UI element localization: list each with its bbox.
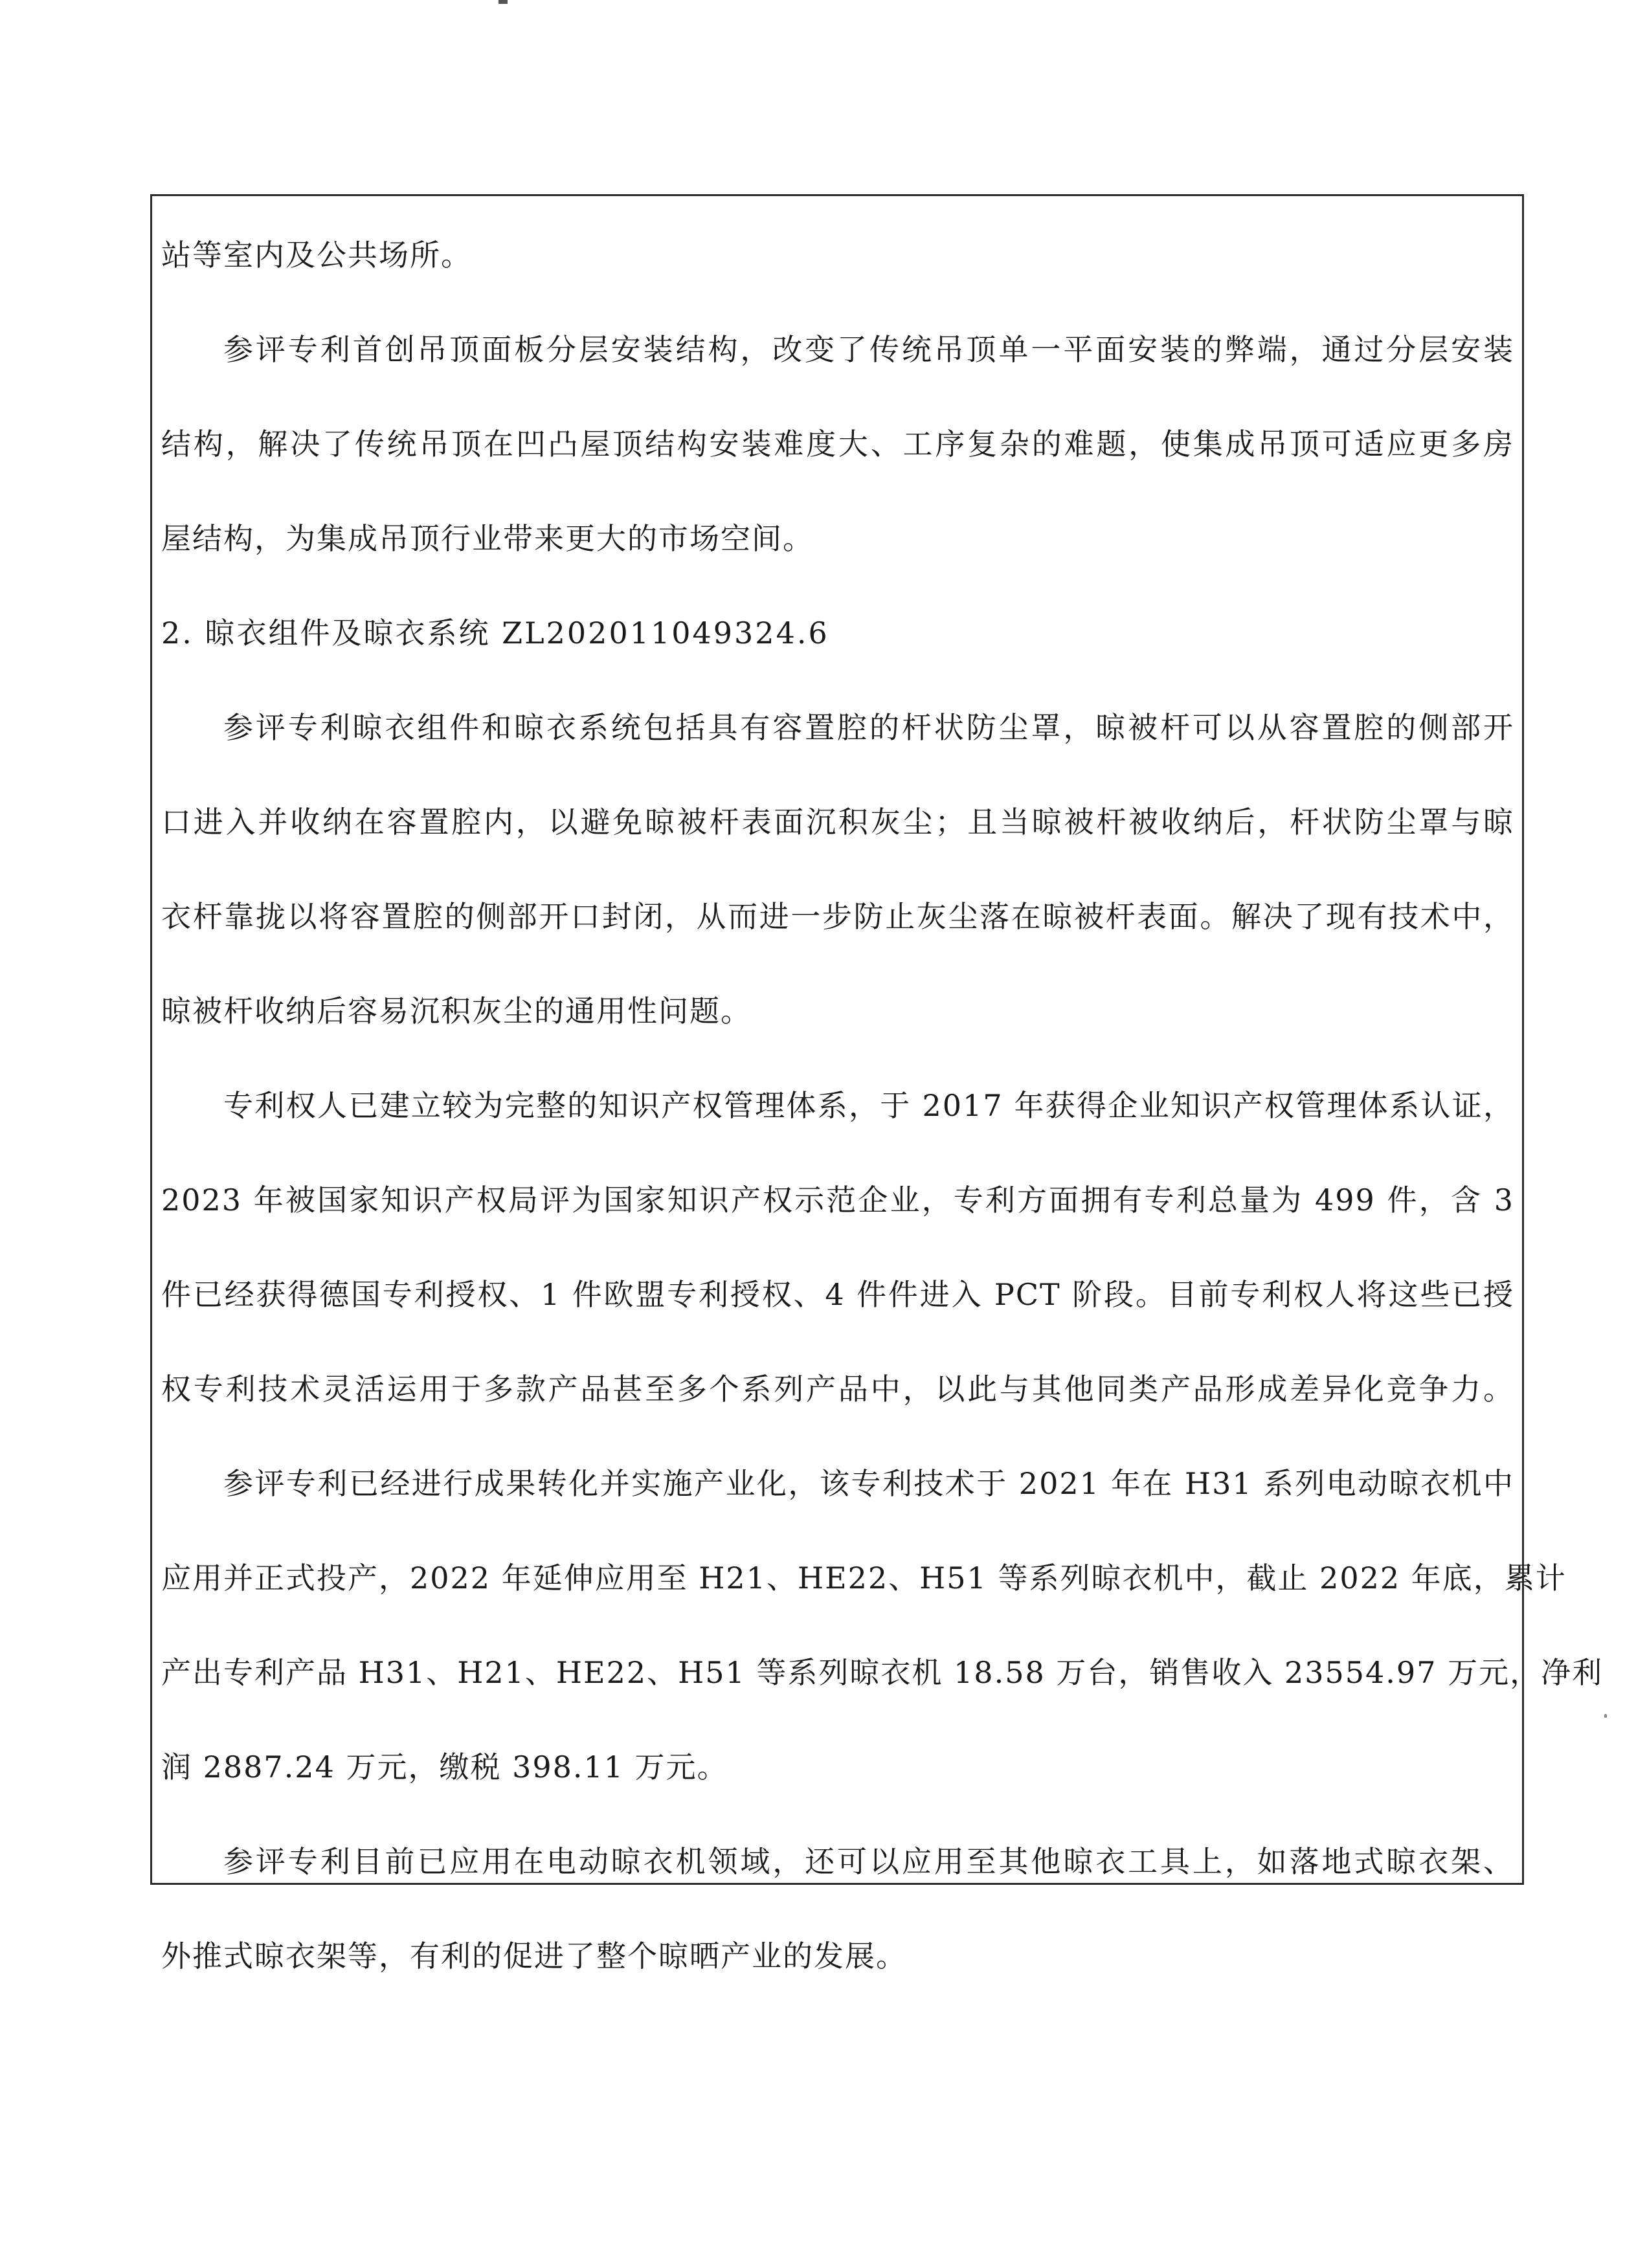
document-body: [161, 208, 1604, 2003]
content-frame: [150, 194, 1604, 1973]
text-line: 晾被杆收纳后容易沉积灰尘的通用性问题。: [161, 994, 752, 1028]
section-heading: 2. 晾衣组件及晾衣系统 ZL202011049324.6: [161, 616, 829, 650]
text-line: 件已经获得德国专利授权、1 件欧盟专利授权、4 件件进入 PCT 阶段。目前专利权人将这些已授: [161, 1277, 1514, 1312]
text-line: 口进入并收纳在容置腔内，以避免晾被杆表面沉积灰尘；且当晾被杆被收纳后，杆状防尘罩与晾: [161, 805, 1514, 839]
text-line: 衣杆靠拢以将容置腔的侧部开口封闭，从而进一步防止灰尘落在晾被杆表面。解决了现有技术中，: [161, 899, 1514, 934]
text-line: 产出专利产品 H31、H21、HE22、H51 等系列晾衣机 18.58 万台，销售收入 23554.97 万元，净利: [161, 1655, 1604, 1690]
text-line: 外推式晾衣架等，有利的促进了整个晾晒产业的发展。: [161, 1939, 907, 1973]
text-line: 应用并正式投产，2022 年延伸应用至 H21、HE22、H51 等系列晾衣机中，截止 2022 年底，累计: [161, 1561, 1567, 1595]
scan-mark: [499, 0, 508, 4]
text-line: 2023 年被国家知识产权局评为国家知识产权示范企业，专利方面拥有专利总量为 499 件，含 3: [161, 1183, 1514, 1217]
text-line: 站等室内及公共场所。: [161, 238, 472, 272]
text-line: 专利权人已建立较为完整的知识产权管理体系，于 2017 年获得企业知识产权管理体系认证，: [223, 1088, 1514, 1123]
text-line: 权专利技术灵活运用于多款产品甚至多个系列产品中，以此与其他同类产品形成差异化竞争力。: [161, 1372, 1514, 1406]
text-line: 参评专利首创吊顶面板分层安装结构，改变了传统吊顶单一平面安装的弊端，通过分层安装: [223, 332, 1514, 367]
text-line: 参评专利晾衣组件和晾衣系统包括具有容置腔的杆状防尘罩，晾被杆可以从容置腔的侧部开: [223, 710, 1514, 745]
text-line: 屋结构，为集成吊顶行业带来更大的市场空间。: [161, 521, 814, 556]
text-line: 结构，解决了传统吊顶在凹凸屋顶结构安装难度大、工序复杂的难题，使集成吊顶可适应更多房: [161, 427, 1514, 461]
text-line: 参评专利已经进行成果转化并实施产业化，该专利技术于 2021 年在 H31 系列电动晾衣机中: [223, 1466, 1514, 1501]
text-line: 参评专利目前已应用在电动晾衣机领域，还可以应用至其他晾衣工具上，如落地式晾衣架、: [223, 1844, 1514, 1879]
text-line: 润 2887.24 万元，缴税 398.11 万元。: [161, 1750, 728, 1784]
scan-speck: [1604, 1714, 1607, 1718]
